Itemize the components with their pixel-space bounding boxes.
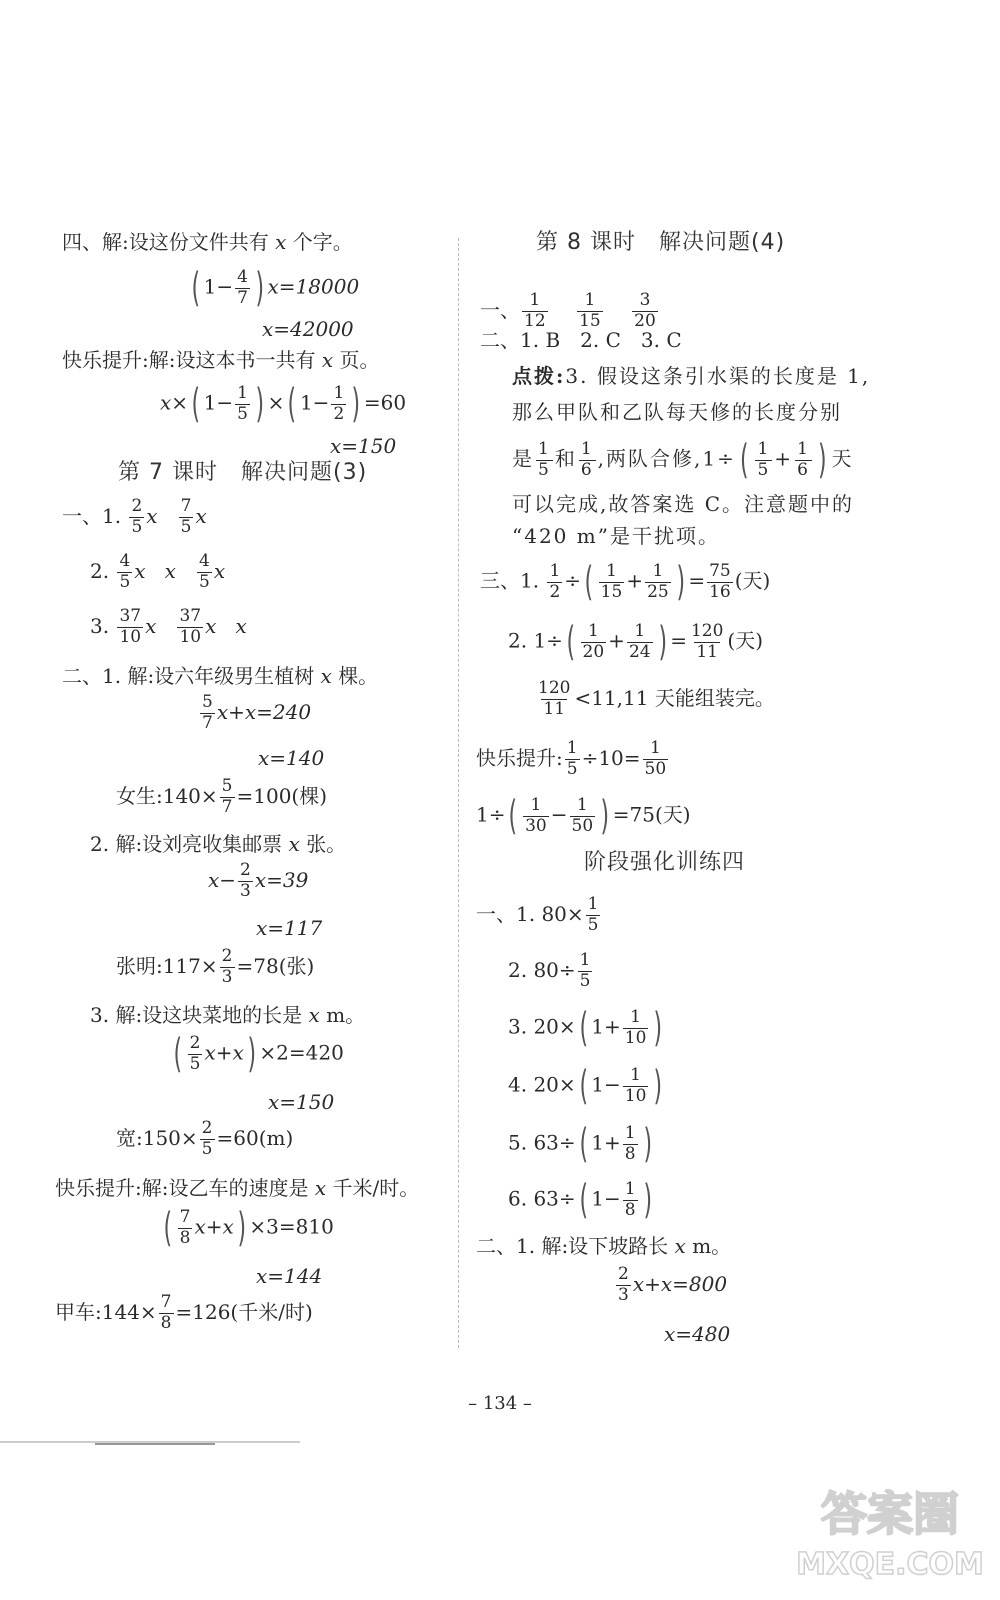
t1-item-2: 2. 80÷ $\frac{1}{5}$ (508, 950, 591, 991)
happy2-car-a: 甲车:144× $\frac{7}{8}$ =126(千米/时) (55, 1292, 313, 1333)
s2-3-width: 宽:150× $\frac{2}{5}$ =60(m) (116, 1118, 294, 1159)
hint-line1: 点拨:3. 假设这条引水渠的长度是 1, (512, 364, 871, 388)
r-s3-conclusion: $\frac{120}{11}$ <11,11 天能组装完。 (538, 678, 775, 719)
happy2-heading: 快乐提升:解:设乙车的速度是 x 千米/时。 (55, 1176, 420, 1200)
t1-item-6: 6. 63÷( 1− $\frac{1}{8}$ ) (508, 1177, 652, 1223)
r-s3-row1: 三、1. $\frac{1}{2}$ ÷( $\frac{1}{15}$ + $\frac{1}{25}$ ) = $\frac{75}{16}$ (天) (480, 559, 771, 605)
q4-equation: ( 1− $\frac{4}{7}$ ) x=18000 (191, 265, 360, 311)
s2-3-answer: x=150 (268, 1090, 335, 1114)
hint-line2: 那么甲队和乙队每天修的长度分别 (512, 400, 842, 424)
stage-title: 阶段强化训练四 (584, 850, 746, 875)
s2-2-answer: x=117 (256, 916, 323, 940)
s1-row3: 3. $\frac{37}{10}$ x $\frac{37}{10}$ x x (90, 606, 247, 647)
t2-heading: 二、1. 解:设下坡路长 x m。 (476, 1234, 732, 1258)
svg-text:MXQE.COM: MXQE.COM (796, 1547, 984, 1582)
s2-1-girls: 女生:140× $\frac{5}{7}$ =100(棵) (116, 776, 328, 817)
s2-3-equation: ( $\frac{2}{5}$ x+x) ×2=420 (173, 1031, 344, 1077)
s1-row1: 一、1. $\frac{2}{5}$ x $\frac{7}{5}$ x (62, 496, 207, 537)
r-happy-b: 1÷( $\frac{1}{30}$ − $\frac{1}{50}$ ) =75(天) (476, 793, 691, 839)
t2-answer: x=480 (664, 1322, 731, 1346)
s2-1-equation: $\frac{5}{7}$ x+x=240 (202, 692, 312, 733)
hint-line5: “420 m”是干扰项。 (512, 524, 720, 548)
r-happy-a: 快乐提升: $\frac{1}{5}$ ÷10= $\frac{1}{50}$ (476, 738, 667, 779)
hint-line4: 可以完成,故答案选 C。注意题中的 (512, 492, 855, 516)
t2-equation: $\frac{2}{3}$ x+x=800 (618, 1264, 728, 1305)
s2-2-equation: x− $\frac{2}{3}$ x=39 (208, 860, 309, 901)
s2-2-heading: 2. 解:设刘亮收集邮票 x 张。 (90, 832, 347, 856)
s2-3-heading: 3. 解:设这块菜地的长是 x m。 (90, 1003, 366, 1027)
happy1-equation: x×( 1− $\frac{1}{5}$ ) ×( 1− $\frac{1}{2}$ ) =60 (160, 381, 407, 427)
watermark-logo (790, 1478, 990, 1588)
t1-item-4: 4. 20×( 1− $\frac{1}{10}$ ) (508, 1063, 663, 1109)
svg-text:答案圈: 答案圈 (821, 1487, 959, 1541)
t1-item-3: 3. 20×( 1+ $\frac{1}{10}$ ) (508, 1005, 663, 1051)
happy2-equation: ( $\frac{7}{8}$ x+x) ×3=810 (163, 1205, 334, 1251)
q4-answer: x=42000 (262, 317, 354, 341)
r-s3-row2: 2. 1÷( $\frac{1}{20}$ + $\frac{1}{24}$ ) = $\frac{120}{11}$ (天) (508, 619, 764, 665)
s2-2-zhangming: 张明:117× $\frac{2}{3}$ =78(张) (116, 946, 315, 987)
hint-line3: 是 $\frac{1}{5}$ 和 $\frac{1}{6}$ ,两队合修,1÷( $\frac{1}{5}$ + $\frac{1}{6}$ ) 天 (512, 437, 854, 483)
s2-1-heading: 二、1. 解:设六年级男生植树 x 棵。 (62, 664, 379, 688)
footer-rule-accent (95, 1443, 215, 1445)
column-divider (458, 238, 459, 1348)
t1-item-1: 一、1. 80× $\frac{1}{5}$ (476, 894, 599, 935)
s1-row2: 2. $\frac{4}{5}$ x x $\frac{4}{5}$ x (90, 551, 226, 592)
happy1-heading: 快乐提升:解:设这本书一共有 x 页。 (62, 348, 380, 372)
happy1-answer: x=150 (330, 434, 397, 458)
lesson7-title: 第 7 课时 解决问题(3) (118, 460, 368, 485)
q4-heading: 四、解:设这份文件共有 x 个字。 (62, 230, 353, 254)
page-number: – 134 – (468, 1393, 532, 1414)
lesson8-title: 第 8 课时 解决问题(4) (536, 230, 786, 255)
r-s1-answers: 一、 $\frac{1}{12}$ $\frac{1}{15}$ $\frac{3}{20}$ (480, 290, 656, 331)
r-s2-answers: 二、1. B 2. C 3. C (480, 328, 682, 352)
t1-item-5: 5. 63÷( 1+ $\frac{1}{8}$ ) (508, 1121, 652, 1167)
s2-1-answer: x=140 (258, 746, 325, 770)
happy2-answer: x=144 (256, 1264, 323, 1288)
